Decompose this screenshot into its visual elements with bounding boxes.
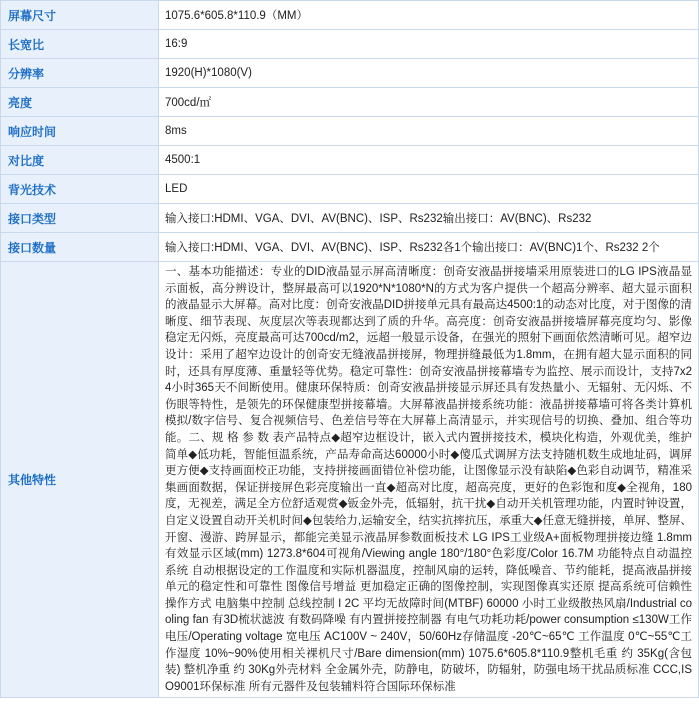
spec-row [1,88,699,117]
spec-row [1,59,699,88]
spec-label-other-features: 其他特性 [1,262,159,698]
spec-label: 对比度 [1,146,159,175]
spec-row [1,117,699,146]
spec-value: 8ms [159,117,699,146]
spec-row [1,233,699,262]
spec-value: 16:9 [159,30,699,59]
spec-value-other-features: 一、基本功能描述：专业的DID液晶显示屏高清晰度：创奇安液晶拼接墙采用原装进口的LG IPS液晶显示面板，高分辨设计，整屏最高可以1920*N*1080*N的方式为客户提供一个超高分辨率、超大显示面积的液晶显示大屏幕。高对比度：创奇安液晶DID拼接单元具有最高达4500:1的动态对比度，对于图像的清晰度、细节表现、灰度层次等表现都达到了质的升华。高亮度：创奇安液晶拼接墙屏幕亮度均匀、影像稳定无闪烁，亮度最高可达700cd/m2，远超一般显示设备，在强光的照射下画面依然清晰可见。超窄边设计：采用了超窄边设计的创奇安无缝液晶拼接屏，物理拼缝最低为1.8mm，在拥有超大显示面积的同时，还具有厚度薄、重量轻等优势。稳定可靠性：创奇安液晶拼接幕墙专为监控、展示而设计，支持7x24小时365天不间断使用。健康环保特质：创奇安液晶拼接显示屏还具有发热量小、无辐射、无闪烁、不伤眼等特性，是领先的环保健康型拼接幕墙。大屏幕液晶拼接系统功能：液晶拼接幕墙可将各类计算机模拟/数字信号、复合视频信号、色差信号等在大屏幕上高清显示，并实现信号的切换、叠加、组合等功能。二、规 格 参 数 表产品特点◆超窄边框设计，嵌入式内置拼接技术，模块化构造，外观优美，维护简单◆低功耗，智能恒温系统，产品寿命高达60000小时◆傻瓜式调屏方法支持随机数生成地址码，调屏更方便◆支持画面校正功能，支持拼接画面错位补偿功能，让图像显示没有缺陷◆色彩自动调节，精准采集画面数据，保证拼接屏色彩亮度输出一直◆超高对比度，超高亮度，更好的色彩饱和度◆全视角，180度，无视差，满足全方位舒适观赏◆钣金外壳，低辐射，抗干扰◆自动开关机管理功能，内置时钟设置，自定义设置自动开关机时间◆包装给力,运输安全，结实抗摔抗压，承重大◆任意无缝拼接，单屏、整屏、开窗、漫游、跨屏显示，都能完美显示液晶屏参数面板技术 LG IPS工业级A+面板物理拼接边缝 1.8mm有效显示区域(mm) 1273.8*604可视角/Viewing angle 180°/180°色彩度/Color 16.7M 功能特点自动温控系统 自动根据设定的工作温度和实际机器温度，控制风扇的运转，降低噪音、节约能耗，提高液晶拼接单元的稳定性和可靠性 图像信号增益 更加稳定正确的图像控制，实现图像真实还原 提高系统可信赖性操作方式 电脑集中控制 总线控制 I 2C 平均无故障时间(MTBF) 60000 小时工业级散热风扇/Industrial cooling fan 有3D梳状滤波 有数码降噪 有内置拼接控制器 有电气功耗功耗/power consumption ≤130W工作电压/Operating voltage 宽电压 AC100V ~ 240V，50/60Hz存储温度 -20℃~65℃ 工作温度 0℃~55℃工作湿度 10%~90%使用相关裸机尺寸/Bare dimension(mm) 1075.6*605.8*110.9整机毛重 约 35Kg(含包装) 整机净重 约 30Kg外壳材料 全金属外壳，防静电，防破坏，防辐射，防强电场干扰品质标准 CCC,ISO9001环保标准 所有元器件及包装辅料符合国际环保标准 [159,262,699,698]
spec-value: 输入接口:HDMI、VGA、DVI、AV(BNC)、ISP、Rs232各1个输出接口：AV(BNC)1个、Rs232 2个 [159,233,699,262]
spec-value: 4500:1 [159,146,699,175]
spec-label: 响应时间 [1,117,159,146]
spec-value: 1075.6*605.8*110.9（MM） [159,1,699,30]
spec-label: 屏幕尺寸 [1,1,159,30]
spec-value: 输入接口:HDMI、VGA、DVI、AV(BNC)、ISP、Rs232输出接口：AV(BNC)、Rs232 [159,204,699,233]
spec-table-body [1,1,699,698]
spec-label: 接口类型 [1,204,159,233]
spec-row [1,30,699,59]
spec-label: 接口数量 [1,233,159,262]
spec-label: 长宽比 [1,30,159,59]
spec-value: 700cd/㎡ [159,88,699,117]
spec-row-other-features [1,262,699,698]
spec-value: 1920(H)*1080(V) [159,59,699,88]
spec-label: 背光技术 [1,175,159,204]
spec-row [1,175,699,204]
spec-value: LED [159,175,699,204]
spec-label: 分辨率 [1,59,159,88]
spec-label: 亮度 [1,88,159,117]
spec-row [1,204,699,233]
spec-row [1,146,699,175]
spec-row [1,1,699,30]
